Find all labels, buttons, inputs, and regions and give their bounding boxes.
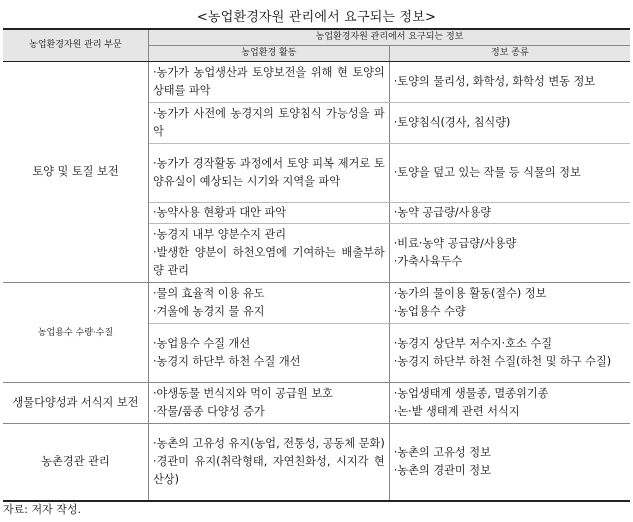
table-title: <농업환경자원 관리에서 요구되는 정보> [196, 10, 437, 25]
activity-cell: ·농촌의 고유성 유지(농업, 전통성, 공동체 문화) ·경관미 유지(취락형태, 자연친화성, 시지각 현산상) [149, 424, 390, 502]
category-cell: 토양 및 토질 보전 [3, 62, 149, 283]
activity-cell: ·농가가 사전에 농경지의 토양침식 가능성을 파악 [149, 103, 390, 144]
info-cell: ·토양의 물리성, 화학성, 화학성 변동 정보 [389, 62, 630, 103]
activity-cell: ·농약사용 현황과 대안 파악 [149, 203, 390, 224]
category-cell: 농업용수 수량·수질 [3, 283, 149, 383]
info-cell: ·토양을 덮고 있는 작물 등 식물의 정보 [389, 144, 630, 203]
activity-cell: ·농가가 경작활동 과정에서 토양 피복 제거로 토양유실이 예상되는 시기와 지역을 파악 [149, 144, 390, 203]
info-cell: ·농가의 물이용 활동(절수) 정보 ·농업용수 수량 [389, 283, 630, 324]
table-row [3, 383, 630, 424]
header-activity: 농업환경 활동 [149, 46, 390, 62]
activity-cell: ·농경지 내부 양분수지 관리 ·발생한 양분이 하천오염에 기여하는 배출부하량 관리 [149, 224, 390, 283]
info-cell: ·농업생태계 생물종, 멸종위기종 ·논·밭 생태계 관련 서식지 [389, 383, 630, 424]
table-row [3, 424, 630, 502]
header-info: 정보 종류 [389, 46, 630, 62]
category-cell: 농촌경관 관리 [3, 424, 149, 502]
info-cell: ·농촌의 고유성 정보 ·농촌의 경관미 정보 [389, 424, 630, 502]
info-table [3, 28, 630, 502]
info-cell: ·농경지 상단부 저수지·호소 수질 ·농경지 하단부 하천 수질(하천 및 하구 수질) [389, 324, 630, 383]
header-group: 농업환경자원 관리에서 요구되는 정보 [149, 29, 631, 46]
activity-cell: ·야생동물 번식지와 먹이 공급원 보호 ·작물/품종 다양성 증가 [149, 383, 390, 424]
table-row [3, 62, 630, 103]
table-row [3, 283, 630, 324]
category-cell: 생물다양성과 서식지 보전 [3, 383, 149, 424]
activity-cell: ·물의 효율적 이용 유도 ·겨울에 농경지 물 유지 [149, 283, 390, 324]
header-category: 농업환경자원 관리 부문 [3, 29, 149, 62]
info-cell: ·비료·농약 공급량/사용량 ·가축사육두수 [389, 224, 630, 283]
info-cell: ·토양침식(경사, 침식량) [389, 103, 630, 144]
info-cell: ·농약 공급량/사용량 [389, 203, 630, 224]
activity-cell: ·농업용수 수질 개선 ·농경지 하단부 하천 수질 개선 [149, 324, 390, 383]
activity-cell: ·농가가 농업생산과 토양보전을 위해 현 토양의 상태를 파악 [149, 62, 390, 103]
source-note: 자료: 저자 작성. [3, 503, 81, 516]
